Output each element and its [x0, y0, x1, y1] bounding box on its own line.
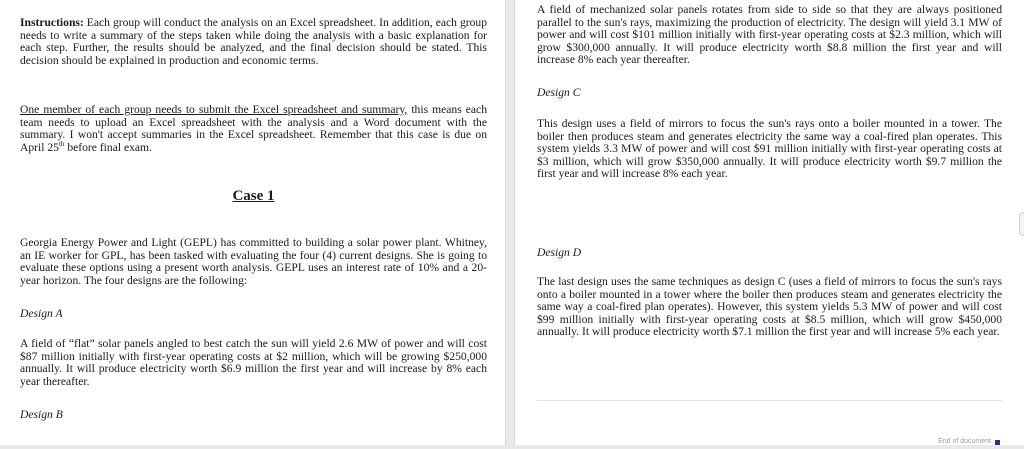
design-a-paragraph: A field of “flat” solar panels angled to best catch the sun will yield 2.6 MW of power and will cost $87 million initially with first-year operating costs at $2 million, which will be growing $250,000 annually. It will produce electricity worth $6.9 million the first year and will increase by 8% each year thereafter. — [20, 337, 487, 388]
submission-paragraph — [20, 104, 487, 154]
submission-text-end: before final exam. — [64, 140, 152, 154]
instructions-label: Instructions: — [20, 16, 84, 29]
intro-paragraph: Georgia Energy Power and Light (GEPL) has committed to building a solar power plant. Whitney, an IE worker for GPL, has been tasked with evaluating the four (4) current designs. She is going to evaluate these options using a present worth analysis. GEPL uses an interest rate of 10% and a 20-year horizon. The four designs are the following: — [20, 236, 487, 287]
design-b-paragraph: A field of mechanized solar panels rotates from side to side so that they are always positioned parallel to the sun's rays, maximizing the production of electricity. The design will yield 3.1 MW of power and will cost $101 million initially with first-year operating costs at $2.3 million, which will grow $300,000 annually. It will produce electricity worth $8.8 million the first year and will increase 8% each year thereafter. — [537, 3, 1002, 67]
submission-text: this means each team needs to upload an Excel spreadsheet with the analysis and a Word document with the summary. I won't accept summaries in the Excel spreadsheet. Remember that this case is due on April 25 — [20, 103, 487, 154]
submission-superscript: th — [58, 139, 65, 148]
end-of-document-text: End of document — [938, 438, 991, 445]
design-d-paragraph: The last design uses the same techniques as design C (uses a field of mirrors to focus the sun's rays onto a boiler mounted in a tower where the boiler then produces steam and generates electricity the same way a coal-fired plan operates). However, this system yields 5.3 MW of power and will cost $99 million initially with first-year operating costs at $8.5 million, which will grow $450,000 annually. It will produce electricity worth $7.1 million the first year and will increase 5% each year. — [537, 275, 1002, 339]
footer-divider — [537, 400, 1002, 401]
case-title: Case 1 — [232, 188, 275, 204]
instructions-paragraph — [20, 17, 487, 67]
design-b-heading: Design B — [20, 408, 63, 421]
design-c-paragraph: This design uses a field of mirrors to focus the sun's rays onto a boiler mounted in a tower. The boiler then produces steam and generates electricity the same way a coal-fired plan operates. This system yields 3.3 MW of power and will cost $91 million initially with first-year operating costs at $3 million, which will grow $350,000 annually. It will produce electricity worth $9.7 million the first year and will increase 8% each year. — [537, 117, 1002, 181]
document-page-left — [0, 0, 506, 445]
end-marker-icon — [995, 440, 1000, 445]
end-of-document-footer — [938, 436, 1000, 449]
submission-underlined: One member of each group needs to submit the Excel spreadsheet and summary, — [20, 103, 408, 116]
design-d-heading: Design D — [537, 246, 582, 259]
design-a-heading: Design A — [20, 307, 63, 320]
right-scroll-edge[interactable] — [1019, 212, 1024, 236]
document-page-right — [514, 0, 1024, 445]
design-c-heading: Design C — [537, 86, 581, 99]
instructions-text: Each group will conduct the analysis on an Excel spreadsheet. In addition, each group needs to write a summary of the steps taken while doing the analysis with a basic explanation for each step. Further, the results should be analyzed, and the final decision should be stated. This decision should be explained in production and economic terms. — [20, 16, 487, 67]
